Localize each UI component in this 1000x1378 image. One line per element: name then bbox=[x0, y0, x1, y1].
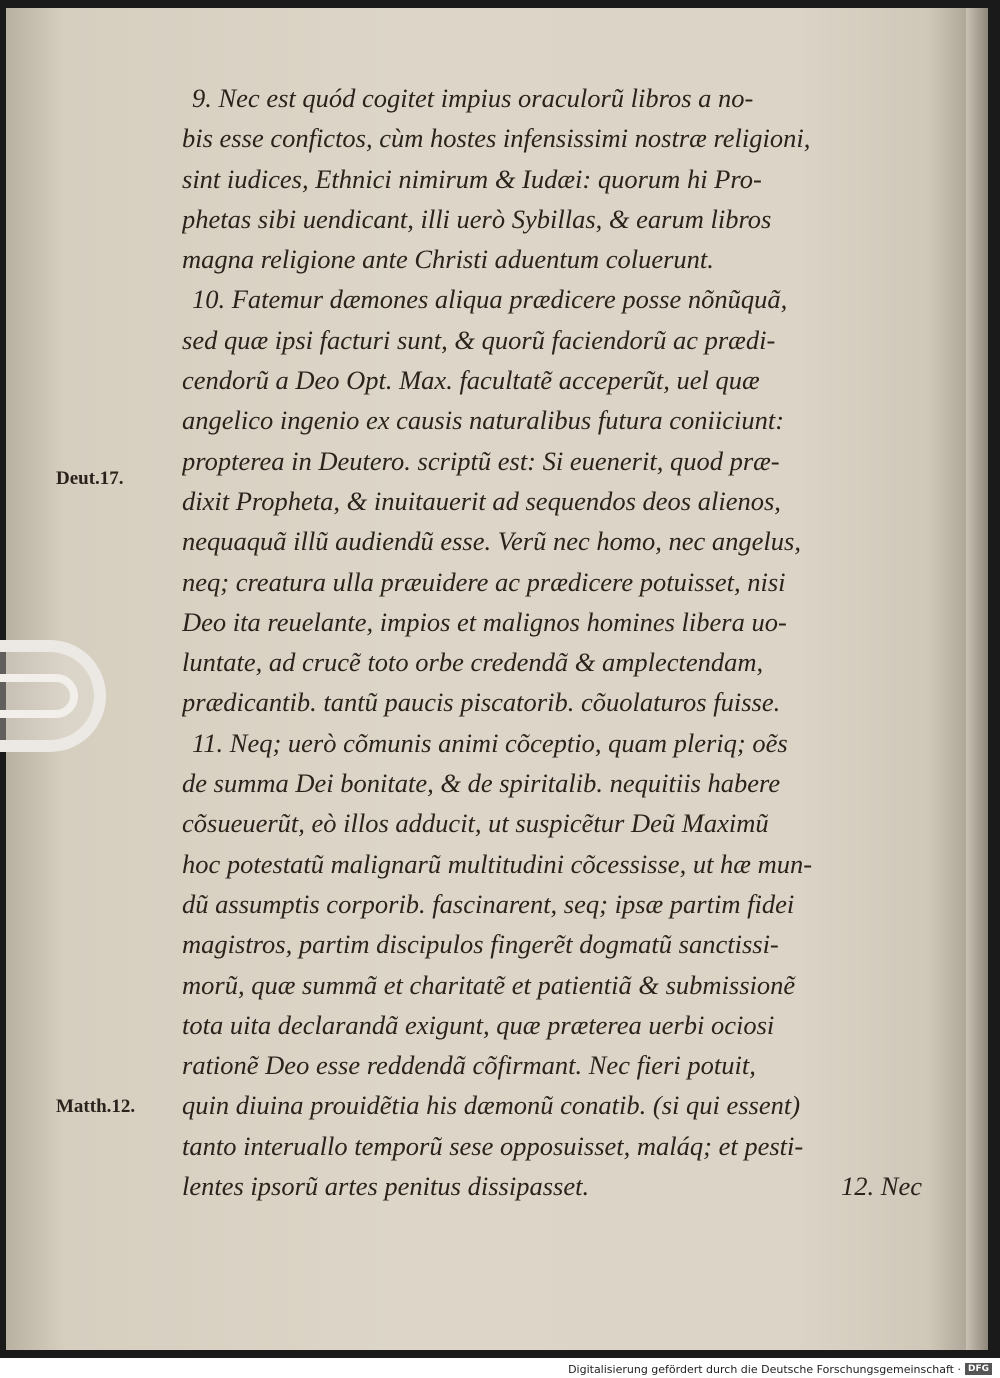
text-line: quin diuina prouidẽtia his dæmonũ conatib. (si qui essent) bbox=[182, 1090, 801, 1121]
text-line: Deo ita reuelante, impios et malignos homines libera uo- bbox=[182, 606, 787, 637]
text-line: 9. Nec est quód cogitet impius oraculorũ libros a no- bbox=[192, 83, 754, 113]
text-line: de summa Dei bonitate, & de spiritalib. nequitiis habere bbox=[182, 768, 781, 799]
text-line: 10. Fatemur dæmones aliqua prædicere posse nõnũquã, bbox=[192, 284, 788, 315]
text-line: prædicantib. tantũ paucis piscatorib. cõuolaturos fuisse. bbox=[182, 687, 781, 718]
text-line: cõsueuerũt, eò illos adducit, ut suspicẽtur Deũ Maximũ bbox=[182, 808, 769, 839]
text-line: sed quæ ipsi facturi sunt, & quorũ faciendorũ ac prædi- bbox=[182, 324, 776, 355]
page-gutter bbox=[966, 8, 988, 1350]
text-line: tanto interuallo temporũ sese opposuisset, maláq; et pesti- bbox=[182, 1130, 804, 1161]
text-line: propterea in Deutero. scriptũ est: Si euenerit, quod præ- bbox=[182, 445, 780, 476]
dfg-logo-icon: DFG bbox=[965, 1363, 992, 1375]
text-line-end: lentes ipsorũ artes penitus dissipasset. bbox=[182, 1171, 590, 1202]
text-line: hoc potestatũ malignarũ multitudini cõcessisse, ut hæ mun- bbox=[182, 848, 813, 879]
text-line-last bbox=[182, 1166, 922, 1206]
text-line: 11. Neq; uerò cõmunis animi cõceptio, quam pleriq; oẽs bbox=[192, 727, 788, 758]
text-line: nequaquã illũ audiendũ esse. Verũ nec homo, nec angelus, bbox=[182, 526, 801, 557]
text-line: morũ, quæ summã et charitatẽ et patientiã & submissionẽ bbox=[182, 969, 796, 1000]
body-text bbox=[182, 78, 922, 1206]
text-line: neq; creatura ulla præuidere ac prædicere potuisset, nisi bbox=[182, 566, 786, 597]
text-line: sint iudices, Ethnici nimirum & Iudæi: quorum hi Pro- bbox=[182, 163, 762, 194]
text-line: bis esse confictos, cùm hostes infensissimi nostræ religioni, bbox=[182, 123, 811, 154]
text-line: angelico ingenio ex causis naturalibus futura coniiciunt: bbox=[182, 405, 785, 436]
margin-note-matth: Matth.12. bbox=[56, 1096, 136, 1117]
margin-note-deut: Deut.17. bbox=[56, 468, 124, 489]
text-line: cendorũ a Deo Opt. Max. facultatẽ acceperũt, uel quæ bbox=[182, 365, 760, 396]
text-line: phetas sibi uendicant, illi uerò Sybillas, & earum libros bbox=[182, 203, 772, 234]
text-line: luntate, ad crucẽ toto orbe credendã & amplectendam, bbox=[182, 647, 764, 678]
text-line: magna religione ante Christi aduentum coluerunt. bbox=[182, 244, 714, 275]
catchword: 12. Nec bbox=[841, 1171, 922, 1202]
text-line: rationẽ Deo esse reddendã cõfirmant. Nec fieri potuit, bbox=[182, 1050, 756, 1081]
paper-clip-inner-loop bbox=[0, 674, 78, 718]
text-line: dixit Propheta, & inuitauerit ad sequendos deos alienos, bbox=[182, 485, 781, 516]
text-line: tota uita declarandã exigunt, quæ præterea uerbi ociosi bbox=[182, 1009, 775, 1040]
text-line: magistros, partim discipulos fingerẽt dogmatũ sanctissi- bbox=[182, 929, 779, 960]
digitization-footer bbox=[568, 1360, 992, 1378]
text-line: dũ assumptis corporib. fascinarent, seq; ipsæ partim fidei bbox=[182, 888, 795, 919]
funding-credit: Digitalisierung gefördert durch die Deutsche Forschungsgemeinschaft · bbox=[568, 1362, 961, 1376]
